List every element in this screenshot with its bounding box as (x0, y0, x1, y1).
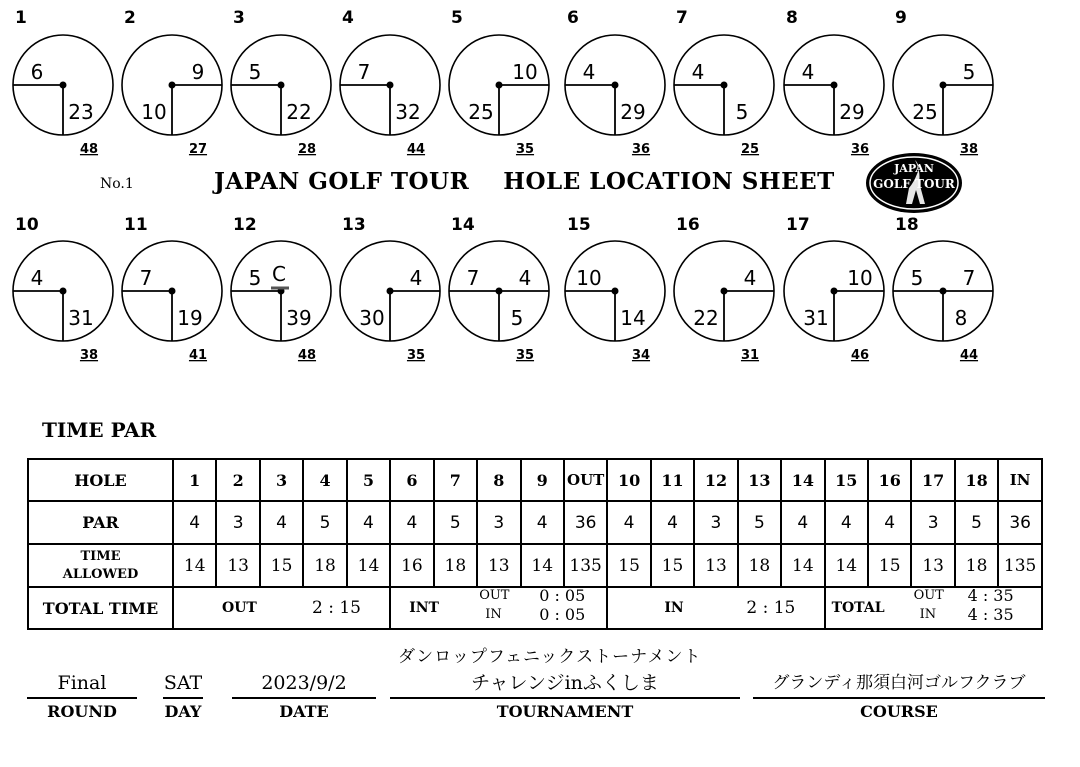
green-depth: 41 (188, 348, 208, 363)
time-label-line1: TIME (80, 548, 121, 564)
time-allowed-row (28, 544, 1042, 587)
round-label: ROUND (47, 702, 117, 721)
hole-diagram-5 (449, 8, 549, 157)
pin-dot (169, 82, 176, 89)
course-label: COURSE (860, 702, 938, 721)
left-distance: 5 (248, 266, 262, 290)
hole-number: 16 (676, 215, 700, 235)
back-left-distance: 25 (468, 100, 494, 124)
logo-text-line1: JAPAN (894, 162, 934, 175)
time_allowed-cell-16: 15 (868, 544, 911, 587)
par-cell-16: 4 (868, 501, 911, 544)
par-cell-6: 4 (390, 501, 433, 544)
back-left-distance: 22 (693, 306, 719, 330)
course-value: グランディ那須白河ゴルフクラブ (753, 670, 1045, 699)
right-distance: 10 (512, 60, 538, 84)
course-field (753, 670, 1045, 721)
green-depth: 31 (740, 348, 760, 363)
total-out-cell (173, 587, 390, 629)
green-depth: 36 (631, 142, 651, 157)
time_allowed-cell-8: 13 (477, 544, 520, 587)
pin-dot (60, 288, 67, 295)
right-distance: 4 (518, 266, 532, 290)
depth-distance: 8 (954, 306, 968, 330)
par-cell-18: 5 (955, 501, 998, 544)
time_allowed-cell-13: 18 (738, 544, 781, 587)
pin-dot (721, 82, 728, 89)
par-cell-7: 5 (434, 501, 477, 544)
headers-cell-in: IN (998, 459, 1042, 501)
hole-diagram-1 (13, 8, 113, 157)
tournament-subtitle: ダンロップフェニックストーナメント (398, 647, 702, 667)
par-cell-2: 3 (216, 501, 259, 544)
total-in-label: IN (664, 600, 684, 616)
date-value: 2023/9/2 (232, 670, 376, 699)
par-cell-5: 4 (347, 501, 390, 544)
hole-diagram-9 (893, 8, 993, 157)
headers-cell-out: OUT (564, 459, 607, 501)
hole-diagram-14 (449, 215, 549, 363)
sheet-title: JAPAN GOLF TOUR HOLE LOCATION SHEET (214, 168, 835, 195)
total-time-row (28, 587, 1042, 629)
hole-diagram-8 (784, 8, 884, 157)
depth-distance: 23 (68, 100, 94, 124)
hole-number: 4 (342, 8, 354, 28)
headers-cell-14: 14 (781, 459, 824, 501)
par-cell-4: 5 (303, 501, 346, 544)
total-out-value: 2 : 15 (312, 598, 361, 618)
date-field (232, 670, 376, 721)
grand-out-value: 4 : 35 (967, 587, 1014, 605)
left-distance: 5 (248, 60, 262, 84)
hole-diagram-10 (13, 215, 113, 363)
total-grand-cell (825, 587, 1042, 629)
green-depth: 38 (959, 142, 979, 157)
back-left-distance: 25 (912, 100, 938, 124)
hole-row (28, 459, 1042, 501)
headers-cell-18: 18 (955, 459, 998, 501)
time_allowed-cell-1: 14 (173, 544, 216, 587)
pin-dot (940, 82, 947, 89)
headers-cell-13: 13 (738, 459, 781, 501)
headers-cell-10: 10 (607, 459, 650, 501)
left-distance: 6 (30, 60, 44, 84)
headers-cell-5: 5 (347, 459, 390, 501)
hole-number: 2 (124, 8, 136, 28)
depth-distance: 19 (177, 306, 203, 330)
back-left-distance: 30 (359, 306, 385, 330)
green-depth: 35 (406, 348, 426, 363)
time_allowed-cell-17: 13 (911, 544, 954, 587)
par-cell-3: 4 (260, 501, 303, 544)
left-distance: 7 (139, 266, 153, 290)
green-depth: 27 (188, 142, 208, 157)
headers-cell-3: 3 (260, 459, 303, 501)
time-par-table (27, 458, 1043, 630)
headers-cell-6: 6 (390, 459, 433, 501)
time_allowed-cell-out: 135 (564, 544, 607, 587)
pin-dot (60, 82, 67, 89)
depth-distance: 14 (620, 306, 646, 330)
center-marker: C (272, 262, 286, 286)
green-depth: 48 (79, 142, 99, 157)
hole-diagram-15 (565, 215, 665, 363)
right-distance: 4 (409, 266, 423, 290)
left-distance: 4 (801, 60, 815, 84)
total-in-value: 2 : 15 (746, 598, 796, 618)
right-distance: 4 (743, 266, 757, 290)
headers-cell-8: 8 (477, 459, 520, 501)
depth-distance: 31 (68, 306, 94, 330)
green-depth: 44 (959, 348, 979, 363)
hole-number: 18 (895, 215, 919, 235)
day-label: DAY (164, 702, 202, 721)
back-left-distance: 10 (141, 100, 167, 124)
right-distance: 10 (847, 266, 873, 290)
par-cell-12: 3 (694, 501, 737, 544)
left-distance: 10 (576, 266, 602, 290)
green-depth: 44 (406, 142, 426, 157)
japan-golf-tour-logo (865, 152, 963, 214)
time_allowed-cell-14: 14 (781, 544, 824, 587)
hole-label: HOLE (28, 459, 173, 501)
time_allowed-cell-11: 15 (651, 544, 694, 587)
pin-dot (831, 82, 838, 89)
day-value: SAT (163, 670, 203, 699)
par-cell-out: 36 (564, 501, 607, 544)
hole-diagram-16 (674, 215, 774, 363)
day-field (163, 670, 203, 721)
green-depth: 25 (740, 142, 760, 157)
hole-number: 9 (895, 8, 907, 28)
hole-diagram-7 (674, 8, 774, 157)
total-time-label: TOTAL TIME (28, 587, 173, 629)
par-cell-11: 4 (651, 501, 694, 544)
par-cell-9: 4 (521, 501, 564, 544)
hole-number: 11 (124, 215, 148, 235)
hole-diagram-12 (231, 215, 331, 363)
par-row (28, 501, 1042, 544)
hole-number: 5 (451, 8, 463, 28)
depth-distance: 5 (510, 306, 524, 330)
right-distance: 9 (191, 60, 205, 84)
time_allowed-cell-6: 16 (390, 544, 433, 587)
time-par-title: TIME PAR (42, 418, 157, 442)
hole-diagram-4 (340, 8, 440, 157)
hole-number: 15 (567, 215, 591, 235)
green-depth: 36 (850, 142, 870, 157)
pin-dot (496, 288, 503, 295)
par-cell-14: 4 (781, 501, 824, 544)
time-label-line2: ALLOWED (62, 566, 139, 582)
hole-diagram-18 (893, 215, 993, 363)
left-distance: 4 (30, 266, 44, 290)
hole-diagram-3 (231, 8, 331, 157)
hole-number: 3 (233, 8, 245, 28)
par-cell-8: 3 (477, 501, 520, 544)
headers-cell-7: 7 (434, 459, 477, 501)
left-distance: 4 (691, 60, 705, 84)
pin-dot (612, 288, 619, 295)
pin-dot (387, 288, 394, 295)
depth-distance: 39 (286, 306, 312, 330)
left-distance: 7 (357, 60, 371, 84)
grand-in-value: 4 : 35 (967, 605, 1014, 624)
hole-number: 1 (15, 8, 27, 28)
hole-number: 14 (451, 215, 475, 235)
total-out-label: OUT (222, 600, 257, 616)
time_allowed-cell-2: 13 (216, 544, 259, 587)
pin-dot (940, 288, 947, 295)
time-allowed-label (28, 544, 173, 587)
total-in-cell (607, 587, 824, 629)
sheet-number: No.1 (100, 176, 134, 192)
par-cell-15: 4 (825, 501, 868, 544)
hole-number: 17 (786, 215, 810, 235)
time_allowed-cell-15: 14 (825, 544, 868, 587)
total-int-label: INT (409, 600, 439, 616)
round-field (27, 670, 137, 721)
pin-dot (169, 288, 176, 295)
hole-number: 13 (342, 215, 366, 235)
int-out-value: 0 : 05 (539, 587, 586, 605)
left-distance: 7 (466, 266, 480, 290)
hole-number: 12 (233, 215, 257, 235)
time_allowed-cell-12: 13 (694, 544, 737, 587)
par-cell-17: 3 (911, 501, 954, 544)
green-depth: 35 (515, 142, 535, 157)
pin-dot (496, 82, 503, 89)
pin-dot (831, 288, 838, 295)
hole-diagram-2 (122, 8, 222, 157)
headers-cell-12: 12 (694, 459, 737, 501)
green-depth: 46 (850, 348, 870, 363)
green-depth: 48 (297, 348, 317, 363)
par-cell-1: 4 (173, 501, 216, 544)
headers-cell-11: 11 (651, 459, 694, 501)
grand-in-label: IN (919, 607, 937, 622)
headers-cell-1: 1 (173, 459, 216, 501)
headers-cell-15: 15 (825, 459, 868, 501)
left-distance: 5 (910, 266, 924, 290)
hole-number: 8 (786, 8, 798, 28)
par-cell-in: 36 (998, 501, 1042, 544)
right-distance: 7 (962, 266, 976, 290)
green-depth: 28 (297, 142, 317, 157)
depth-distance: 22 (286, 100, 312, 124)
headers-cell-9: 9 (521, 459, 564, 501)
tournament-value: チャレンジinふくしま (390, 670, 740, 699)
depth-distance: 29 (620, 100, 646, 124)
depth-distance: 5 (735, 100, 749, 124)
hole-diagram-13 (340, 215, 440, 363)
back-left-distance: 31 (803, 306, 829, 330)
depth-distance: 32 (395, 100, 421, 124)
hole-number: 7 (676, 8, 688, 28)
date-label: DATE (279, 702, 329, 721)
time_allowed-cell-7: 18 (434, 544, 477, 587)
pin-dot (721, 288, 728, 295)
time_allowed-cell-9: 14 (521, 544, 564, 587)
hole-diagram-17 (784, 215, 884, 363)
par-label: PAR (28, 501, 173, 544)
headers-cell-17: 17 (911, 459, 954, 501)
left-distance: 4 (582, 60, 596, 84)
headers-cell-2: 2 (216, 459, 259, 501)
par-cell-10: 4 (607, 501, 650, 544)
green-depth: 38 (79, 348, 99, 363)
headers-cell-4: 4 (303, 459, 346, 501)
tournament-field (390, 670, 740, 721)
int-in-value: 0 : 05 (539, 605, 586, 624)
right-distance: 5 (962, 60, 976, 84)
total-int-cell (390, 587, 607, 629)
round-value: Final (27, 670, 137, 699)
time_allowed-cell-in: 135 (998, 544, 1042, 587)
grand-total-label: TOTAL (831, 600, 885, 616)
int-in-label: IN (485, 607, 502, 622)
time_allowed-cell-5: 14 (347, 544, 390, 587)
depth-distance: 29 (839, 100, 865, 124)
hole-diagram-6 (565, 8, 665, 157)
time_allowed-cell-4: 18 (303, 544, 346, 587)
hole-number: 10 (15, 215, 39, 235)
pin-dot (278, 82, 285, 89)
time_allowed-cell-18: 18 (955, 544, 998, 587)
pin-dot (387, 82, 394, 89)
pin-dot (612, 82, 619, 89)
time_allowed-cell-10: 15 (607, 544, 650, 587)
logo-text-line2: GOLF TOUR (873, 177, 955, 191)
par-cell-13: 5 (738, 501, 781, 544)
hole-diagram-11 (122, 215, 222, 363)
tournament-label: TOURNAMENT (496, 702, 634, 721)
hole-number: 6 (567, 8, 579, 28)
green-depth: 35 (515, 348, 535, 363)
grand-out-label: OUT (913, 588, 944, 603)
headers-cell-16: 16 (868, 459, 911, 501)
time_allowed-cell-3: 15 (260, 544, 303, 587)
green-depth: 34 (631, 348, 651, 363)
int-out-label: OUT (479, 588, 510, 603)
